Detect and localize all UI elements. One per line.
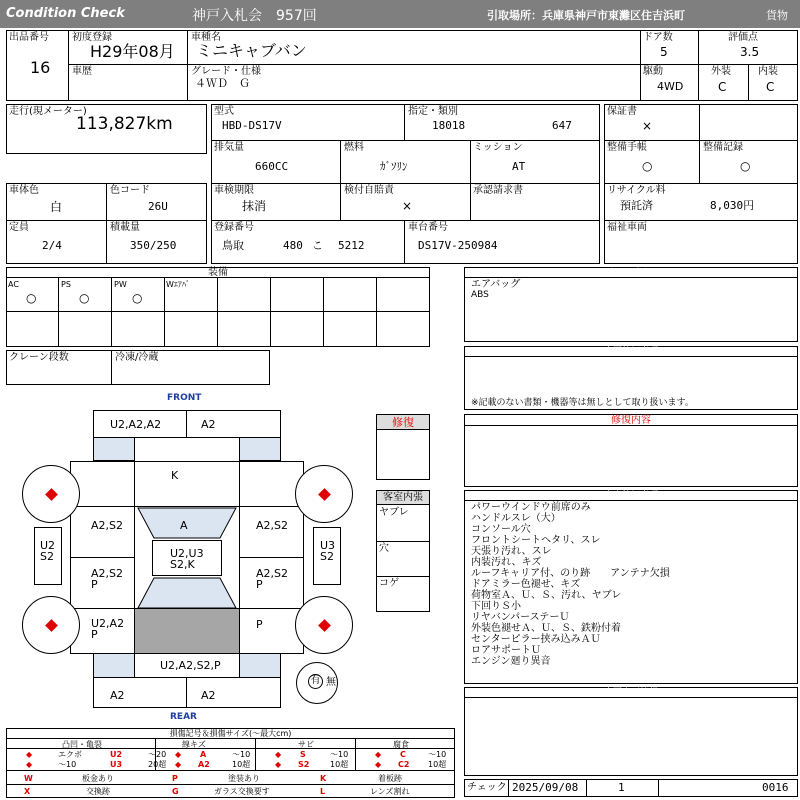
equip-wairbag-label: Wｴｱﾊﾞ (166, 280, 190, 289)
header-title: Condition Check (6, 6, 125, 21)
insurance-label: 検付自賠責 (344, 185, 394, 196)
wheel-front-left (22, 465, 80, 523)
equip-ac-value: ○ (26, 291, 37, 305)
fridge-label: 冷凍/冷蔵 (115, 352, 159, 363)
legend-s-size: ～10 (330, 750, 349, 759)
auction-name: 神戸入札会 957回 (192, 8, 317, 24)
right-front-door-damage: A2,S2 P (256, 567, 289, 591)
cabin-trim-hole: 穴 (379, 543, 389, 554)
damage-mark-icon (45, 619, 58, 632)
legend-code-w-desc: 板金あり (82, 774, 114, 783)
legend-diamond-icon: ◆ (275, 750, 282, 759)
grade: ４ＷＤ Ｇ (195, 77, 250, 90)
legend-code-x-desc: 交換跡 (86, 787, 110, 796)
mileage: 113,827km (76, 114, 173, 134)
legend-c: C (400, 750, 406, 759)
wheel-rear-right (295, 596, 353, 654)
plate-class: 480 (283, 239, 303, 252)
equip-ac-label: AC (8, 280, 19, 289)
exterior-label: 外装 (711, 66, 731, 77)
score: 3.5 (740, 45, 760, 59)
legend-diamond-icon: ◆ (175, 750, 182, 759)
recycle-label: リサイクル料 (607, 185, 666, 196)
grade-label: グレード・仕様 (191, 66, 261, 77)
transmission-label: ミッション (473, 142, 523, 153)
front-right-corner (239, 437, 281, 461)
type-label: 型式 (214, 106, 234, 117)
rear-bumper-right-damage: A2 (201, 689, 216, 702)
legend-diamond-icon: ◆ (26, 750, 33, 759)
recycle-fee: 8,030円 (710, 199, 755, 212)
change-info-title: 車両変更情報 (465, 688, 797, 698)
legend-code-g-desc: ガラス交換要す (214, 787, 270, 796)
legend-a: A (200, 750, 207, 759)
lot-number: 16 (30, 58, 51, 77)
approval-label: 承認請求書 (473, 185, 523, 196)
cargo-floor (134, 608, 240, 654)
legend-diamond-icon: ◆ (375, 760, 382, 769)
legend-dimple-size: ～10 (58, 760, 77, 769)
change-info-box (464, 687, 798, 776)
legend-code-k: K (320, 774, 327, 783)
spare-no: 無 (326, 677, 336, 688)
inspection-notes-list (471, 502, 670, 667)
mileage-label: 走行(現メーター) (9, 106, 87, 117)
front-bumper-right-damage: A2 (201, 418, 216, 431)
legend-diamond-icon: ◆ (175, 760, 182, 769)
displacement-label: 排気量 (214, 142, 244, 153)
legend-code-x: X (24, 787, 31, 796)
note-line: ハンドルスレ（大） (471, 513, 561, 524)
load-capacity: 350/250 (130, 239, 177, 252)
damage-mark-icon (318, 619, 331, 632)
windshield-damage: A (180, 519, 188, 532)
insurance: × (402, 199, 413, 213)
rear-label: REAR (170, 712, 197, 722)
legend-title: 損傷記号＆損傷サイズ(～最大cm) (7, 729, 454, 739)
maint-record: ○ (740, 159, 751, 173)
note-line: リヤバンパーステーＵ (471, 612, 570, 623)
designation-label: 指定・類別 (408, 106, 458, 117)
note-line: コンソール穴 (471, 524, 531, 535)
rear-bumper-left-damage: A2 (110, 689, 125, 702)
legend-s2-size: 10超 (330, 760, 349, 769)
legend-u3: U3 (110, 760, 123, 769)
equip-pw-label: PW (114, 280, 127, 289)
warranty: × (642, 119, 653, 133)
equipment-title: 装備 (7, 268, 429, 278)
back-door-damage: U2,A2,S2,P (160, 659, 221, 672)
note-line: 荷物室Ａ、Ｕ、Ｓ、汚れ、ヤブレ (471, 590, 622, 601)
fuel: ｶﾞｿﾘﾝ (380, 160, 408, 173)
cabin-trim-burn: コゲ (379, 578, 399, 589)
maint-label: 整備記録 (703, 142, 743, 153)
inspection-notes-title: 査定特記事項 (465, 491, 797, 501)
note-line: 外装色褪せＡ、Ｕ、Ｓ、鉄粉付着 (471, 623, 621, 634)
legend-c-size: ～10 (428, 750, 447, 759)
repair-title: 修復内容 (465, 415, 797, 426)
legend-a2: A2 (198, 760, 210, 769)
left-mirror-damage: U2 S2 (40, 539, 56, 563)
plate-region: 鳥取 (222, 239, 244, 252)
plate-number: 5212 (338, 239, 365, 252)
exterior-grade: C (718, 80, 727, 94)
plate-kana: こ (312, 239, 323, 252)
legend-group-dent: 凸凹・亀裂 (62, 740, 102, 749)
check-date: 2025/09/08 (512, 781, 579, 794)
front-left-corner (93, 437, 135, 461)
plate-label: 登録番号 (214, 222, 254, 233)
note-line: 下回りＳ小 (471, 601, 521, 612)
lot-label: 出品番号 (9, 32, 49, 43)
equip-pw-value: ○ (132, 291, 143, 305)
legend-u2: U2 (110, 750, 123, 759)
note-line: エンジン廻り異音 (471, 656, 551, 667)
designation: 18018 (432, 119, 466, 132)
right-front-upper (239, 461, 304, 507)
rear-left-corner (93, 653, 135, 678)
note-line: パワーウインドウ前席のみ (471, 502, 591, 513)
legend-dimple: エクボ (58, 750, 82, 759)
model-name: ミニキャブバン (196, 41, 307, 60)
transmission: AT (512, 160, 526, 173)
legend-code-g: G (172, 787, 179, 796)
front-label: FRONT (167, 393, 202, 403)
left-front-upper (70, 461, 135, 507)
chassis-label: 車台番号 (408, 222, 448, 233)
right-front-fender-damage: A2,S2 (256, 519, 289, 532)
score-label: 評価点 (728, 32, 758, 43)
model-type: HBD-DS17V (222, 119, 282, 132)
damage-mark-icon (318, 488, 331, 501)
model-name-label: 車種名 (191, 32, 221, 43)
legend-group-corrosion: 腐食 (393, 740, 409, 749)
interior-grade: C (766, 80, 775, 94)
hood-panel (134, 461, 240, 507)
drive: 4WD (657, 80, 684, 93)
legend-code-k-desc: 着板跡 (378, 774, 402, 783)
right-rear-panel (239, 608, 304, 654)
recycle-status: 預託済 (620, 199, 653, 212)
drive-label: 駆動 (643, 66, 663, 77)
legend-diamond-icon: ◆ (26, 760, 33, 769)
legend-diamond-icon: ◆ (375, 750, 382, 759)
legend-code-p: P (172, 774, 178, 783)
capacity-label: 定員 (9, 222, 29, 233)
legend-u2-size: ～20 (148, 750, 167, 759)
right-mirror-damage: U3 S2 (320, 539, 336, 563)
body-color-label: 車体色 (9, 185, 39, 196)
history-label: 車歴 (72, 66, 92, 77)
wheel-front-right (295, 465, 353, 523)
first-reg: H29年08月 (90, 42, 175, 61)
appeal-line-1: エアバッグ (471, 279, 521, 290)
warranty-label: 保証書 (607, 106, 637, 117)
roof-damage: U2,U3 S2,K (170, 547, 204, 571)
legend-u3-size: 20超 (148, 760, 167, 769)
special-note: ※記載のない書類・機器等は無しとして取り扱います。 (471, 398, 694, 408)
rear-window (134, 576, 240, 610)
legend-c2-size: 10超 (428, 760, 447, 769)
note-line: 内装汚れ、キズ (471, 557, 542, 568)
manual-label: 整備手帳 (607, 142, 647, 153)
header-bar (0, 0, 800, 28)
check-count: 1 (618, 781, 625, 794)
note-line: フロントシートヘタリ、スレ (471, 535, 601, 546)
legend-a-size: ～10 (232, 750, 251, 759)
check-code: 0016 (762, 781, 789, 794)
color-code: 26U (148, 200, 168, 213)
check-label: チェック (467, 782, 507, 793)
legend-a2-size: 10超 (232, 760, 251, 769)
note-line: ドアミラー色褪せ、キズ (471, 579, 581, 590)
doors-label: ドア数 (643, 32, 673, 43)
legend-s2: S2 (298, 760, 310, 769)
manual: ○ (642, 159, 653, 173)
welfare-label: 福祉車両 (607, 222, 647, 233)
pickup-location: 引取場所：兵庫県神戸市東灘区住吉浜町 (487, 9, 685, 22)
front-bumper-left-damage: U2,A2,A2 (110, 418, 162, 431)
legend-c2: C2 (398, 760, 410, 769)
left-front-door-damage: A2,S2 P (91, 567, 124, 591)
legend-code-p-desc: 塗装あり (228, 774, 260, 783)
spare-yes: 有 (308, 674, 323, 689)
equip-ps-value: ○ (79, 291, 90, 305)
wheel-rear-left (22, 596, 80, 654)
vehicle-category: 貨物 (766, 9, 788, 22)
inspection-expiry: 抹消 (242, 199, 267, 213)
load-label: 積載量 (110, 222, 140, 233)
legend-group-scratch: 線キズ (182, 740, 206, 749)
chassis-number: DS17V-250984 (418, 239, 498, 252)
docs-box (604, 104, 798, 264)
appeal-line-2: ABS (471, 290, 489, 300)
legend-code-l-desc: レンズ割れ (370, 787, 410, 796)
legend-s: S (300, 750, 306, 759)
appeal-title: アピールポイント (465, 268, 797, 278)
capacity: 2/4 (42, 239, 62, 252)
damage-mark-icon (45, 488, 58, 501)
note-line: センターピラー挟み込みＡＵ (471, 634, 601, 645)
classification: 647 (552, 119, 572, 132)
inspection-label: 車検期限 (214, 185, 254, 196)
rear-right-corner (239, 653, 281, 678)
crane-label: クレーン段数 (9, 352, 69, 363)
legend-code-w: W (24, 774, 33, 783)
cabin-trim-tear: ヤブレ (379, 507, 409, 518)
cabin-trim-title: 客室内張 (377, 491, 429, 505)
repair-side-label: 修復 (377, 415, 429, 430)
body-color: 白 (50, 200, 63, 214)
first-reg-label: 初度登録 (72, 32, 112, 43)
special-title: 車両特記事項 (465, 347, 797, 357)
legend-group-rust: サビ (298, 740, 314, 749)
note-line: ルーフキャリア付、のり跡 アンテナ欠損 (471, 568, 670, 579)
fuel-label: 燃料 (344, 142, 364, 153)
right-rear-damage: P (256, 618, 263, 631)
left-front-fender-damage: A2,S2 (91, 519, 124, 532)
displacement: 660CC (255, 160, 289, 173)
legend-code-l: L (320, 787, 326, 796)
note-line: 天張り汚れ、スレ (471, 546, 552, 557)
interior-label: 内装 (758, 66, 778, 77)
color-code-label: 色コード (110, 185, 150, 196)
equip-ps-label: PS (61, 280, 71, 289)
hood-damage: K (171, 469, 179, 482)
legend-diamond-icon: ◆ (275, 760, 282, 769)
note-line: ロアサポートＵ (471, 645, 541, 656)
doors: 5 (660, 45, 668, 59)
left-rear-damage: U2,A2 P (91, 617, 125, 641)
